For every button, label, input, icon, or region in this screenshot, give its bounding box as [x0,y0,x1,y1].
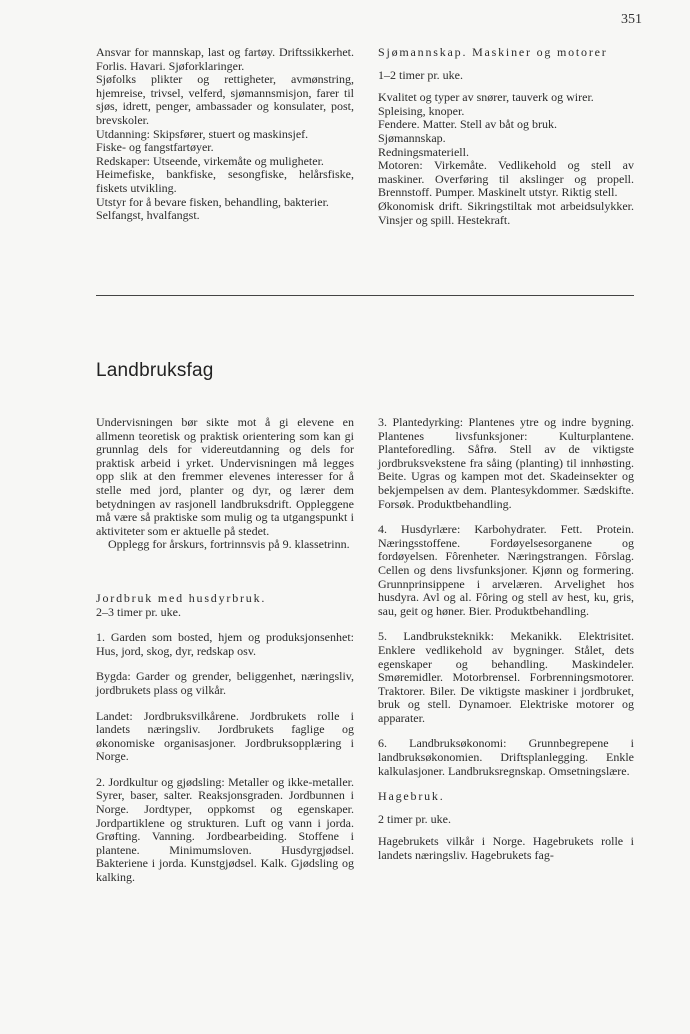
list-item: 1. Garden som bosted, hjem og produksjonsenhet: Hus, jord, skog, dyr, redskap osv. [96,630,354,658]
paragraph: Sjøfolks plikter og rettigheter, avmønstring, hjemreise, trivsel, velferd, sjømannsmisjon, farer til sjøs, idrett, penger, ambassader og konsulater, post, brevskoler. [96,72,354,127]
subsection-heading: Hagebruk. [378,789,445,804]
section-title: Landbruksfag [96,360,214,381]
top-left-column [96,46,354,223]
paragraph: Utdanning: Skipsfører, stuert og maskinsjef. [96,126,309,141]
subsection-heading: Jordbruk med husdyrbruk. [96,590,267,605]
paragraph: Heimefiske, bankfiske, sesongfiske, helårsfiske, fiskets utvikling. [96,167,354,195]
paragraph: Redskaper: Utseende, virkemåte og muligheter. [96,153,324,168]
list-item: 6. Landbruksøkonomi: Grunnbegrepene i landbruksøkonomien. Driftsplanlegging. Enkle kalkulasjoner. Landbruksregnskap. Omsetningslære. [378,736,634,778]
paragraph: Selfangst, hvalfangst. [96,208,200,223]
list-item: 2. Jordkultur og gjødsling: Metaller og ikke-metaller. Syrer, baser, salter. Reaksjonsgraden. Jordbunnen i Norge. Jordtyper, oppkomst og egenskaper. Jordpartiklene og strukturen. Luft og vann i jorda. Grøfting. Vanning. Jordbearbeiding. Stoffene i plantene. Minimumsloven. Husdyrgjødsel. Bakteriene i jorda. Kunstgjødsel. Kalk. Gjødsling og kalking. [96,774,354,885]
section-divider [96,295,634,296]
bottom-left-column [96,416,354,885]
paragraph: Fiske- og fangstfartøyer. [96,140,214,155]
paragraph: Kvalitet og typer av snører, tauverk og wirer. [378,90,594,105]
paragraph: Fendere. Matter. Stell av båt og bruk. [378,117,557,132]
hours-per-week: 2–3 timer pr. uke. [96,604,181,619]
bottom-right-column [378,416,634,863]
paragraph: Landet: Jordbruksvilkårene. Jordbrukets rolle i landets næringsliv. Jordbrukets faglige og økonomiske organisasjoner. Jordbruksopplæring i Norge. [96,708,354,764]
list-item: 3. Plantedyrking: Plantenes ytre og indre bygning. Plantenes livsfunksjoner: Kulturplantene. Planteforedling. Såfrø. Stell av de viktigste jordbruksvekstene fra såing (planting) til innhøsting. Beite. Ugras og kampen mot det. Skadeinsekter og bekjempelsen av dem. Plantesykdommer. Sædskifte. Forsøk. Produktbehandling. [378,415,634,511]
paragraph: Hagebrukets vilkår i Norge. Hagebrukets rolle i landets næringsliv. Hagebrukets fag- [378,834,634,863]
paragraph: Bygda: Garder og grender, beliggenhet, næringsliv, jordbrukets plass og vilkår. [96,669,354,697]
intro-paragraph-2: Opplegg for årskurs, fortrinnsvis på 9. klassetrinn. [108,537,350,552]
paragraph: Økonomisk drift. Sikringstiltak mot arbeidsulykker. Vinsjer og spill. Hestekraft. [378,198,634,227]
top-right-column [378,46,634,227]
paragraph: Motoren: Virkemåte. Vedlikehold og stell av maskiner. Overføring til akslinger og propell. Brennstoff. Pumper. Maskinelt utstyr. Riktig stell. [378,158,634,200]
paragraph: Sjømannskap. [378,130,446,145]
paragraph: Redningsmateriell. [378,144,469,159]
page-number: 351 [621,12,642,27]
paragraph: Utstyr for å bevare fisken, behandling, bakterier. [96,194,329,209]
intro-paragraph: Undervisningen bør sikte mot å gi elevene en allmenn teoretisk og praktisk orientering som kan gi grunnlag dels for videreutdanning og dels for praktisk arbeid i yrket. Undervisningen må legges opp slik at den fremmer elevenes interesser for å stelle med jord, planter og dyr, og lærer dem betydningen av rasjonell landbruksdrift. Oppleggene må være så praktiske som mulig og ta utgangspunkt i aktiviteter som er aktuelle på stedet. [96,415,354,538]
paragraph: Ansvar for mannskap, last og fartøy. Driftssikkerhet. Forlis. Havari. Sjøforklaringer. [96,45,354,73]
hours-per-week: 2 timer pr. uke. [378,811,451,826]
paragraph: Spleising, knoper. [378,103,465,118]
list-item: 5. Landbruksteknikk: Mekanikk. Elektrisitet. Enklere vedlikehold av bygninger. Stålet, dets egenskaper og behandling. Maskindeler. Smøremidler. Motorbrensel. Forbrenningsmotorer. Traktorer. Biler. De viktigste maskiner i jordbruket, bruk og stell. Dynamoer. Elektriske motorer og apparater. [378,629,634,725]
subsection-heading: Sjømannskap. Maskiner og motorer [378,45,608,59]
list-item: 4. Husdyrlære: Karbohydrater. Fett. Protein. Næringsstoffene. Fordøyelsesorganene og fordøyelsen. Fôrenheter. Næringstrangen. Fôrslag. Cellen og dens livsfunksjoner. Kjønn og formering. Grunnprinsippene i arvelæren. Arvelighet hos husdyra. Avl og al. Fôring og stell av hest, ku, gris, sau, geit og høner. Bier. Produktbehandling. [378,522,634,618]
hours-per-week: 1–2 timer pr. uke. [378,67,463,82]
